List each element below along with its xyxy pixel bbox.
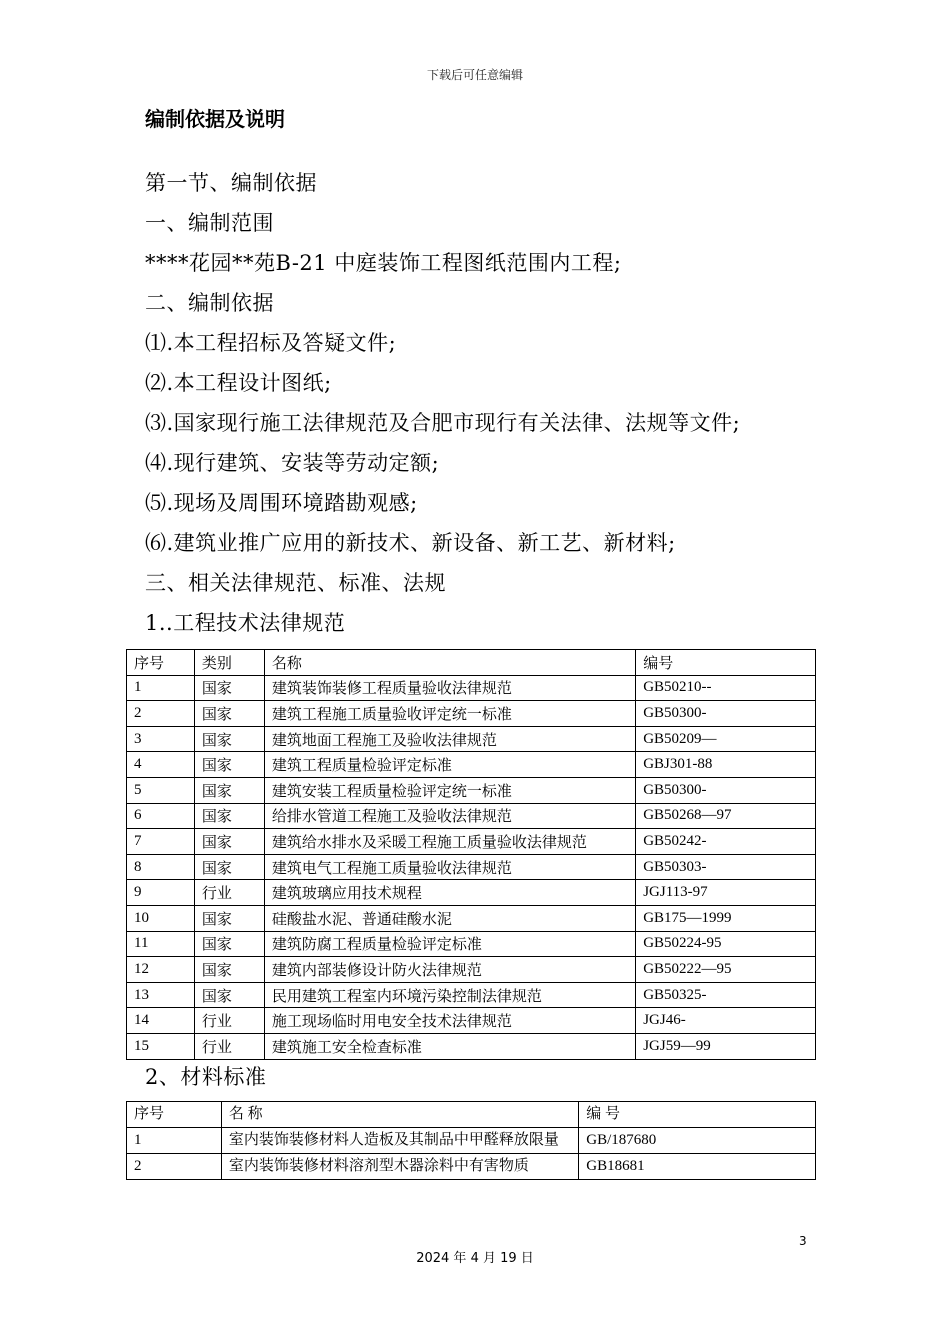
document-title: 编制依据及说明 [145, 107, 285, 131]
table-row [127, 675, 816, 701]
list-item: ⑷.现行建筑、安装等劳动定额; [145, 451, 440, 475]
table-cell: GB/187680 [579, 1128, 816, 1154]
table-cell: GB50224-95 [636, 931, 816, 957]
table-cell: 13 [127, 982, 195, 1008]
table-row [127, 880, 816, 906]
table-cell: 建筑防腐工程质量检验评定标准 [264, 931, 635, 957]
table-cell: GB50222—95 [636, 957, 816, 983]
table-cell: 室内装饰装修材料溶剂型木器涂料中有害物质 [221, 1154, 578, 1180]
table-cell: 国家 [194, 752, 264, 778]
table-cell: 12 [127, 957, 195, 983]
table-row [127, 1154, 816, 1180]
table-cell: 2 [127, 1154, 222, 1180]
subsection-heading: 三、相关法律规范、标准、法规 [145, 571, 446, 595]
table-cell: 行业 [194, 880, 264, 906]
table-cell: 建筑安装工程质量检验评定统一标准 [264, 777, 635, 803]
table-cell: 民用建筑工程室内环境污染控制法律规范 [264, 982, 635, 1008]
table-header-row [127, 650, 816, 676]
list-item: ⑴.本工程招标及答疑文件; [145, 331, 397, 355]
table-caption: 2、材料标准 [145, 1065, 267, 1089]
table-cell: 建筑地面工程施工及验收法律规范 [264, 726, 635, 752]
table-cell: 建筑施工安全检查标准 [264, 1033, 635, 1059]
header-cell: 序号 [127, 650, 195, 676]
table-cell: 行业 [194, 1008, 264, 1034]
table-cell: 国家 [194, 701, 264, 727]
page-number: 3 [799, 1234, 807, 1248]
table-row [127, 957, 816, 983]
table-cell: 国家 [194, 829, 264, 855]
table-cell: 14 [127, 1008, 195, 1034]
list-item: ⑹.建筑业推广应用的新技术、新设备、新工艺、新材料; [145, 531, 676, 555]
table-cell: JGJ59—99 [636, 1033, 816, 1059]
table-cell: GB50209— [636, 726, 816, 752]
table-cell: 建筑工程施工质量验收评定统一标准 [264, 701, 635, 727]
table-cell: 建筑玻璃应用技术规程 [264, 880, 635, 906]
page-header: 下载后可任意编辑 [426, 68, 523, 82]
table-row [127, 1128, 816, 1154]
table-cell: 国家 [194, 803, 264, 829]
table-row [127, 726, 816, 752]
table-row [127, 1008, 816, 1034]
table-cell: 国家 [194, 957, 264, 983]
table-cell: GB50325- [636, 982, 816, 1008]
table-cell: 给排水管道工程施工及验收法律规范 [264, 803, 635, 829]
table-cell: 硅酸盐水泥、普通硅酸水泥 [264, 905, 635, 931]
subsection-heading: 二、编制依据 [145, 291, 274, 315]
table-cell: 10 [127, 905, 195, 931]
table-cell: 7 [127, 829, 195, 855]
header-cell: 序号 [127, 1102, 222, 1128]
table-cell: GB50242- [636, 829, 816, 855]
list-item: ⑵.本工程设计图纸; [145, 371, 332, 395]
table-header-row [127, 1102, 816, 1128]
table-cell: 国家 [194, 905, 264, 931]
table-cell: 行业 [194, 1033, 264, 1059]
table-cell: 建筑内部装修设计防火法律规范 [264, 957, 635, 983]
table-cell: 1 [127, 1128, 222, 1154]
list-item: ⑸.现场及周围环境踏勘观感; [145, 491, 418, 515]
table-row [127, 905, 816, 931]
table-caption: 1..工程技术法律规范 [145, 611, 346, 635]
header-cell: 类别 [194, 650, 264, 676]
table-row [127, 982, 816, 1008]
table-cell: 建筑电气工程施工质量验收法律规范 [264, 854, 635, 880]
table-cell: GB50210-- [636, 675, 816, 701]
table-cell: 1 [127, 675, 195, 701]
table-cell: GB50300- [636, 701, 816, 727]
header-cell: 名 称 [221, 1102, 578, 1128]
table-cell: 国家 [194, 777, 264, 803]
table-cell: 国家 [194, 931, 264, 957]
header-cell: 名称 [264, 650, 635, 676]
table-cell: GB18681 [579, 1154, 816, 1180]
table-cell: GB50268—97 [636, 803, 816, 829]
table-cell: GB50300- [636, 777, 816, 803]
table-cell: 2 [127, 701, 195, 727]
page-footer-date: 2024 年 4 月 19 日 [416, 1251, 534, 1266]
technical-standards-table [126, 649, 816, 1060]
paragraph: ****花园**苑B-21 中庭装饰工程图纸范围内工程; [145, 251, 622, 275]
header-cell: 编 号 [579, 1102, 816, 1128]
table-cell: 建筑装饰装修工程质量验收法律规范 [264, 675, 635, 701]
table-cell: 国家 [194, 726, 264, 752]
table-row [127, 854, 816, 880]
table-cell: JGJ46- [636, 1008, 816, 1034]
table-cell: GBJ301-88 [636, 752, 816, 778]
table-cell: GB175—1999 [636, 905, 816, 931]
table-cell: 11 [127, 931, 195, 957]
table-cell: 国家 [194, 982, 264, 1008]
table-row [127, 931, 816, 957]
section-heading: 第一节、编制依据 [145, 171, 317, 195]
table-cell: 施工现场临时用电安全技术法律规范 [264, 1008, 635, 1034]
table-row [127, 701, 816, 727]
table-cell: 3 [127, 726, 195, 752]
table-cell: 室内装饰装修材料人造板及其制品中甲醛释放限量 [221, 1128, 578, 1154]
table-cell: GB50303- [636, 854, 816, 880]
table-cell: 4 [127, 752, 195, 778]
table-cell: 5 [127, 777, 195, 803]
table-row [127, 777, 816, 803]
material-standards-table [126, 1101, 816, 1180]
table-cell: 15 [127, 1033, 195, 1059]
header-cell: 编号 [636, 650, 816, 676]
table-row [127, 1033, 816, 1059]
table-row [127, 803, 816, 829]
list-item: ⑶.国家现行施工法律规范及合肥市现行有关法律、法规等文件; [145, 411, 741, 435]
table-cell: 6 [127, 803, 195, 829]
table-cell: 9 [127, 880, 195, 906]
table-cell: 建筑给水排水及采暖工程施工质量验收法律规范 [264, 829, 635, 855]
table-row [127, 752, 816, 778]
table-cell: 建筑工程质量检验评定标准 [264, 752, 635, 778]
table-cell: 国家 [194, 854, 264, 880]
table-cell: JGJ113-97 [636, 880, 816, 906]
subsection-heading: 一、编制范围 [145, 211, 274, 235]
table-row [127, 829, 816, 855]
table-cell: 8 [127, 854, 195, 880]
table-cell: 国家 [194, 675, 264, 701]
